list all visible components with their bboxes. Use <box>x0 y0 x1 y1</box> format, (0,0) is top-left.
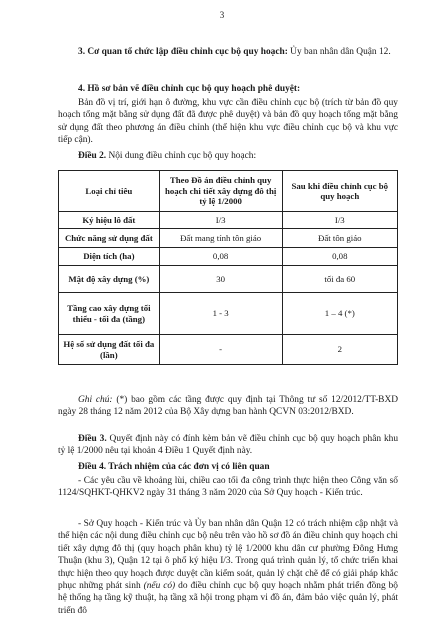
article-4-heading <box>58 461 398 473</box>
note-label: Ghi chú: <box>78 395 113 405</box>
row-label: Mật độ xây dựng (%) <box>59 266 160 293</box>
article-4-text: Trách nhiệm của các đơn vị có liên quan <box>106 462 270 472</box>
row-before: I/3 <box>159 212 282 229</box>
article-4-paragraph-b <box>58 518 398 617</box>
row-before: 30 <box>159 266 282 293</box>
row-label: Tầng cao xây dựng tối thiểu - tối đa (tầng) <box>59 293 160 335</box>
adjustment-table <box>58 170 398 365</box>
row-before: 1 - 3 <box>159 293 282 335</box>
article-3-label: Điều 3. <box>78 434 107 444</box>
row-label: Hệ số sử dụng đất tối đa (lần) <box>59 335 160 365</box>
article-3-text: Quyết định này có đính kèm bản vẽ điều chỉnh cục bộ quy hoạch phân khu tỷ lệ 1/2000 nêu tại khoản 4 Điều 1 Quyết định này. <box>58 434 399 457</box>
row-before: - <box>159 335 282 365</box>
note-paragraph <box>58 394 398 419</box>
article-2-label: Điều 2. <box>78 151 107 161</box>
section-3-label: 3. Cơ quan tổ chức lập điều chỉnh cục bộ quy hoạch: <box>78 47 288 57</box>
table-row <box>59 212 398 229</box>
header-after: Sau khi điều chỉnh cục bộ quy hoạch <box>282 171 397 212</box>
table-row <box>59 248 398 266</box>
row-after: 0,08 <box>282 248 397 266</box>
paragraph-b-part-2: do điều chỉnh cục bộ quy hoạch nhằm phát triển đồng bộ hệ thống hạ tầng kỹ thuật, hạ tầng xã hội trong phạm vi đồ án, đảm bảo việc quản lý, phát triển đô <box>58 581 398 616</box>
table-row <box>59 229 398 248</box>
paragraph-b-italic: (nếu có) <box>143 581 176 592</box>
article-4-paragraph-a: - Các yêu cầu về khoảng lùi, chiều cao tối đa công trình thực hiện theo Công văn số 1124/SQHKT-QHKV2 ngày 31 tháng 3 năm 2020 của Sở Quy hoạch - Kiến trúc. <box>58 476 398 499</box>
row-label: Diện tích (ha) <box>59 248 160 266</box>
section-3-text: Ủy ban nhân dân Quận 12. <box>287 47 391 57</box>
page-number: 3 <box>219 10 225 20</box>
article-3-paragraph <box>58 433 398 458</box>
header-before: Theo Đồ án điều chỉnh quy hoạch chi tiết xây dựng đô thị tỷ lệ 1/2000 <box>159 171 282 212</box>
paragraph-b-part-1: - Sở Quy hoạch - Kiến trúc và Ủy ban nhân dân Quận 12 có trách nhiệm cập nhật và thể hiện các nội dung điều chỉnh cục bộ nêu trên vào hồ sơ đồ án điều chỉnh quy hoạch chi tiết xây dựng đô thị (quy hoạch phân khu) tỷ lệ 1/2000 khu dân cư phường Đông Hưng Thuận (khu 3), Quận 12 tại ô phố ký hiệu I/3. Trong quá trình quản lý, tổ chức triển khai thực hiện theo quy hoạch được duyệt cần kiểm soát, quản lý chặt chẽ để có giải pháp khắc phục những phát sinh <box>58 519 398 592</box>
row-after: 1 – 4 (*) <box>282 293 397 335</box>
article-2-text: Nội dung điều chỉnh cục bộ quy hoạch: <box>106 151 257 161</box>
row-before: Đất mang tính tôn giáo <box>159 229 282 248</box>
table-header-row <box>59 171 398 212</box>
table-row <box>59 335 398 365</box>
header-indicator: Loại chỉ tiêu <box>59 171 160 212</box>
row-after: I/3 <box>282 212 397 229</box>
article-2-heading <box>58 150 398 162</box>
row-label: Ký hiệu lô đất <box>59 212 160 229</box>
article-4-label: Điều 4. <box>78 462 107 472</box>
table-row <box>59 293 398 335</box>
note-text: (*) bao gồm các tầng được quy định tại Thông tư số 12/2012/TT-BXD ngày 28 tháng 12 năm 2012 của Bộ Xây dựng ban hành QCVN 03:2012/BXD. <box>58 395 398 418</box>
row-after: 2 <box>282 335 397 365</box>
section-4-paragraph: Bản đồ vị trí, giới hạn ô đường, khu vực cần điều chỉnh cục bộ (trích từ bản đồ quy hoạch tổng mặt bằng sử dụng đất đã được phê duyệt) và bản đồ quy hoạch tổng mặt bằng sử dụng đất theo phương án điều chỉnh (thể hiện khu vực điều chỉnh cục bộ và khu vực tiếp cận). <box>58 98 398 146</box>
section-4-title: 4. Hồ sơ bản vẽ điều chỉnh cục bộ quy hoạch phê duyệt: <box>78 84 301 94</box>
row-label: Chức năng sử dụng đất <box>59 229 160 248</box>
section-3-paragraph <box>58 46 398 58</box>
row-after: tối đa 60 <box>282 266 397 293</box>
row-before: 0,08 <box>159 248 282 266</box>
row-after: Đất tôn giáo <box>282 229 397 248</box>
table-row <box>59 266 398 293</box>
